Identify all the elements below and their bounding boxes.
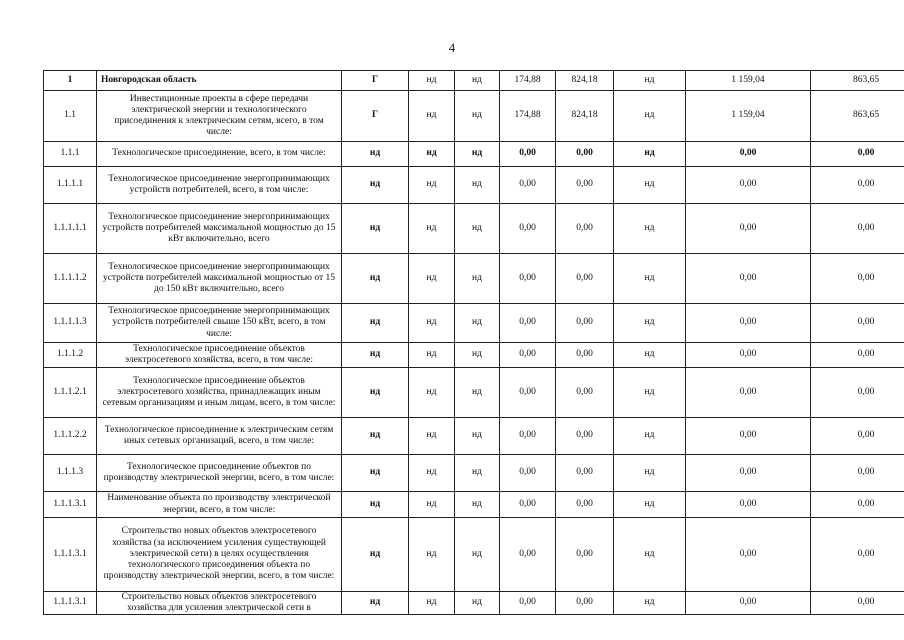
cell-value: 0,00 — [811, 204, 904, 254]
cell-value: 0,00 — [500, 368, 556, 418]
cell-value: нд — [455, 71, 500, 91]
cell-value: нд — [455, 142, 500, 167]
row-code: 1.1 — [44, 91, 97, 142]
cell-value: 0,00 — [556, 142, 614, 167]
cell-value: 0,00 — [500, 418, 556, 455]
cell-value: 0,00 — [811, 418, 904, 455]
cell-value: нд — [409, 492, 455, 518]
cell-value: 174,88 — [500, 71, 556, 91]
table-row — [44, 343, 904, 368]
table-row — [44, 492, 904, 518]
row-name: Технологическое присоединение объектов электросетевого хозяйства, всего, в том числе: — [97, 343, 342, 368]
cell-value: нд — [614, 91, 686, 142]
cell-value: 0,00 — [686, 167, 811, 204]
table-row — [44, 304, 904, 343]
cell-value: 0,00 — [811, 142, 904, 167]
cell-value: 824,18 — [556, 71, 614, 91]
cell-value: 0,00 — [686, 254, 811, 304]
row-name: Технологическое присоединение объектов по производству электрической энергии, всего, в том числе: — [97, 455, 342, 492]
cell-value: 0,00 — [500, 455, 556, 492]
cell-value: нд — [342, 418, 409, 455]
cell-value: 0,00 — [811, 368, 904, 418]
cell-value: 0,00 — [500, 142, 556, 167]
cell-value: 0,00 — [811, 167, 904, 204]
table-row — [44, 167, 904, 204]
cell-value: нд — [409, 204, 455, 254]
table-row — [44, 418, 904, 455]
cell-value: нд — [614, 71, 686, 91]
cell-value: нд — [409, 167, 455, 204]
cell-value: нд — [455, 304, 500, 343]
cell-value: нд — [455, 343, 500, 368]
cell-value: 0,00 — [556, 343, 614, 368]
row-code: 1.1.1.1.3 — [44, 304, 97, 343]
cell-value: 0,00 — [686, 204, 811, 254]
cell-value: 0,00 — [500, 304, 556, 343]
cell-value: нд — [614, 304, 686, 343]
cell-value: 0,00 — [500, 204, 556, 254]
cell-value: нд — [342, 455, 409, 492]
row-code: 1 — [44, 71, 97, 91]
row-code: 1.1.1.2.1 — [44, 368, 97, 418]
row-name: Технологическое присоединение, всего, в том числе: — [97, 142, 342, 167]
cell-value: нд — [409, 592, 455, 615]
cell-value: нд — [614, 204, 686, 254]
table-row — [44, 455, 904, 492]
cell-value: 0,00 — [686, 592, 811, 615]
cell-value: нд — [614, 254, 686, 304]
cell-value: 0,00 — [556, 204, 614, 254]
cell-value: 0,00 — [811, 343, 904, 368]
cell-value: нд — [455, 167, 500, 204]
cell-value: 0,00 — [811, 304, 904, 343]
row-code: 1.1.1.3.1 — [44, 492, 97, 518]
cell-value: нд — [342, 492, 409, 518]
cell-value: 0,00 — [500, 492, 556, 518]
cell-value: 863,65 — [811, 71, 904, 91]
row-name: Технологическое присоединение энергопринимающих устройств потребителей максимальной мощностью до 15 кВт включительно, всего — [97, 204, 342, 254]
row-name: Инвестиционные проекты в сфере передачи электрической энергии и технологического присоединения к электрическим сетям, всего, в том числе: — [97, 91, 342, 142]
cell-value: нд — [455, 492, 500, 518]
row-code: 1.1.1 — [44, 142, 97, 167]
cell-value: 1 159,04 — [686, 91, 811, 142]
cell-value: нд — [614, 167, 686, 204]
row-code: 1.1.1.2.2 — [44, 418, 97, 455]
row-name: Технологическое присоединение энергопринимающих устройств потребителей свыше 150 кВт, всего, в том числе: — [97, 304, 342, 343]
cell-value: нд — [342, 254, 409, 304]
table-row — [44, 592, 904, 615]
cell-value: Г — [342, 71, 409, 91]
cell-value: Г — [342, 91, 409, 142]
table-row — [44, 71, 904, 91]
cell-value: нд — [409, 418, 455, 455]
table-row — [44, 91, 904, 142]
cell-value: нд — [614, 343, 686, 368]
cell-value: 0,00 — [686, 518, 811, 592]
cell-value: нд — [342, 368, 409, 418]
row-name: Технологическое присоединение энергопринимающих устройств потребителей максимальной мощностью от 15 до 150 кВт включительно, всего — [97, 254, 342, 304]
cell-value: нд — [409, 343, 455, 368]
table-row — [44, 254, 904, 304]
cell-value: 863,65 — [811, 91, 904, 142]
cell-value: нд — [455, 418, 500, 455]
cell-value: нд — [409, 518, 455, 592]
cell-value: нд — [614, 518, 686, 592]
cell-value: нд — [409, 455, 455, 492]
cell-value: нд — [342, 343, 409, 368]
cell-value: 0,00 — [500, 592, 556, 615]
table-row — [44, 204, 904, 254]
row-name: Строительство новых объектов электросетевого хозяйства (за исключением усиления существующей электрической сети) в целях осуществления технологического присоединения объекта по производству электрической энергии, всего, в том числе: — [97, 518, 342, 592]
cell-value: 0,00 — [686, 418, 811, 455]
cell-value: нд — [342, 518, 409, 592]
cell-value: 0,00 — [556, 518, 614, 592]
cell-value: 1 159,04 — [686, 71, 811, 91]
cell-value: 0,00 — [556, 455, 614, 492]
cell-value: нд — [455, 518, 500, 592]
cell-value: 0,00 — [556, 492, 614, 518]
cell-value: 0,00 — [811, 518, 904, 592]
cell-value: нд — [409, 254, 455, 304]
row-name: Наименование объекта по производству электрической энергии, всего, в том числе: — [97, 492, 342, 518]
cell-value: нд — [342, 142, 409, 167]
row-name: Технологическое присоединение к электрическим сетям иных сетевых организаций, всего, в том числе: — [97, 418, 342, 455]
cell-value: нд — [455, 368, 500, 418]
cell-value: 0,00 — [556, 418, 614, 455]
row-code: 1.1.1.1 — [44, 167, 97, 204]
cell-value: 0,00 — [811, 592, 904, 615]
cell-value: 0,00 — [556, 254, 614, 304]
cell-value: 0,00 — [686, 455, 811, 492]
cell-value: 0,00 — [686, 343, 811, 368]
row-code: 1.1.1.2 — [44, 343, 97, 368]
cell-value: 0,00 — [556, 592, 614, 615]
cell-value: 0,00 — [686, 492, 811, 518]
cell-value: нд — [409, 71, 455, 91]
cell-value: 0,00 — [556, 304, 614, 343]
cell-value: 824,18 — [556, 91, 614, 142]
cell-value: 0,00 — [500, 518, 556, 592]
row-code: 1.1.1.3.1 — [44, 518, 97, 592]
cell-value: нд — [614, 142, 686, 167]
cell-value: нд — [455, 592, 500, 615]
cell-value: нд — [455, 254, 500, 304]
row-code: 1.1.1.3.1 — [44, 592, 97, 615]
cell-value: нд — [614, 418, 686, 455]
cell-value: нд — [614, 368, 686, 418]
cell-value: нд — [409, 142, 455, 167]
cell-value: нд — [342, 204, 409, 254]
cell-value: нд — [455, 204, 500, 254]
investment-table — [43, 70, 904, 615]
cell-value: 0,00 — [811, 492, 904, 518]
cell-value: нд — [342, 592, 409, 615]
table-row — [44, 368, 904, 418]
cell-value: 0,00 — [500, 343, 556, 368]
cell-value: 0,00 — [556, 368, 614, 418]
row-name: Новгородская область — [97, 71, 342, 91]
cell-value: 0,00 — [556, 167, 614, 204]
cell-value: нд — [455, 91, 500, 142]
page-number: 4 — [448, 40, 456, 55]
cell-value: нд — [409, 91, 455, 142]
row-name: Технологическое присоединение объектов электросетевого хозяйства, принадлежащих иным сетевым организациям и иным лицам, всего, в том числе: — [97, 368, 342, 418]
cell-value: 0,00 — [811, 254, 904, 304]
cell-value: нд — [342, 167, 409, 204]
cell-value: нд — [614, 455, 686, 492]
cell-value: нд — [614, 592, 686, 615]
cell-value: 0,00 — [500, 167, 556, 204]
cell-value: нд — [342, 304, 409, 343]
table-row — [44, 518, 904, 592]
row-name: Технологическое присоединение энергопринимающих устройств потребителей, всего, в том числе: — [97, 167, 342, 204]
cell-value: нд — [409, 368, 455, 418]
cell-value: 0,00 — [811, 455, 904, 492]
table-row — [44, 142, 904, 167]
cell-value: 0,00 — [686, 304, 811, 343]
row-code: 1.1.1.1.1 — [44, 204, 97, 254]
cell-value: нд — [614, 492, 686, 518]
row-code: 1.1.1.1.2 — [44, 254, 97, 304]
cell-value: нд — [455, 455, 500, 492]
cell-value: 0,00 — [500, 254, 556, 304]
row-code: 1.1.1.3 — [44, 455, 97, 492]
cell-value: 0,00 — [686, 142, 811, 167]
cell-value: 174,88 — [500, 91, 556, 142]
row-name: Строительство новых объектов электросетевого хозяйства для усиления электрической сети в — [121, 592, 317, 614]
cell-value: нд — [409, 304, 455, 343]
cell-value: 0,00 — [686, 368, 811, 418]
